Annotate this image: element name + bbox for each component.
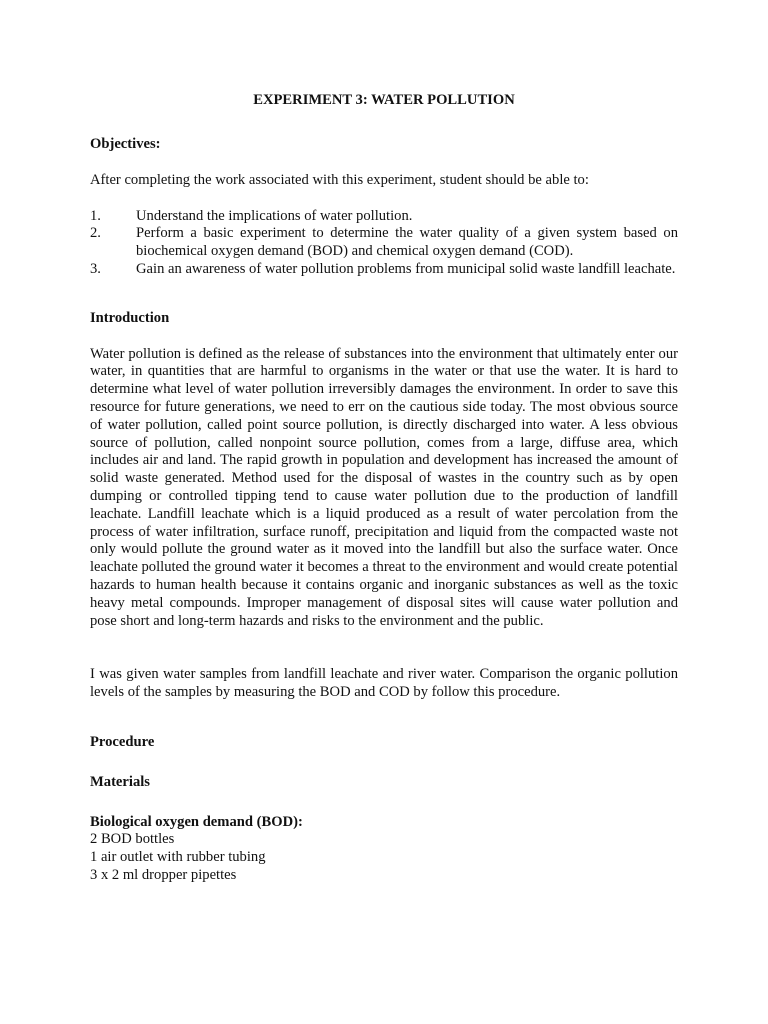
- introduction-heading: Introduction: [90, 309, 170, 326]
- list-item-number: 2.: [90, 225, 101, 242]
- list-item: 1 air outlet with rubber tubing: [90, 849, 266, 866]
- materials-heading: Materials: [90, 773, 150, 790]
- list-item-text: Perform a basic experiment to determine the water quality of a given system based on biochemical oxygen demand (BOD) and chemical oxygen demand (COD).: [136, 225, 678, 260]
- document-page: [90, 92, 678, 885]
- objectives-intro: After completing the work associated with this experiment, student should be able to:: [90, 171, 589, 188]
- objectives-list: [90, 208, 678, 279]
- list-item-number: 3.: [90, 260, 101, 277]
- objectives-heading: Objectives:: [90, 136, 161, 152]
- document-title: EXPERIMENT 3: WATER POLLUTION: [253, 92, 515, 108]
- list-item-text: Understand the implications of water pollution.: [136, 207, 413, 224]
- bod-heading: Biological oxygen demand (BOD):: [90, 813, 303, 830]
- list-item: 3 x 2 ml dropper pipettes: [90, 866, 237, 883]
- list-item: 2 BOD bottles: [90, 831, 175, 848]
- bod-materials-list: [90, 831, 678, 884]
- list-item: [90, 261, 678, 279]
- list-item: [90, 225, 678, 261]
- list-item: [90, 208, 678, 226]
- introduction-paragraph: Water pollution is defined as the release of substances into the environment that ultimately enter our water, in quantities that are harmful to organisms in the water or that use the water. It is hard to determine what level of water pollution irreversibly damages the environment. In order to save this resource for future generations, we need to err on the cautious side today. The most obvious source of water pollution, called point source pollution, is directly discharged into water. A less obvious source of pollution, called nonpoint source pollution, comes from a large, diffuse area, which includes air and land. The rapid growth in population and development has increased the amount of solid waste generated. Method used for the disposal of wastes in the country such as by open dumping or controlled tipping tend to cause water pollution due to the production of landfill leachate. Landfill leachate which is a liquid produced as a result of water percolation from the process of water infiltration, surface runoff, precipitation and liquid from the compacted waste not only would pollute the ground water as it moved into the landfill but also the surface water. Once leachate polluted the ground water it becomes a threat to the environment and would create potential hazards to human health because it contains organic and inorganic substances as well as the toxic heavy metal compounds. Improper management of disposal sites will cause water pollution and pose short and long-term hazards and risks to the environment and the public.: [90, 345, 678, 629]
- samples-paragraph: I was given water samples from landfill leachate and river water. Comparison the organic pollution levels of the samples by measuring the BOD and COD by follow this procedure.: [90, 666, 678, 701]
- list-item-number: 1.: [90, 207, 101, 224]
- procedure-heading: Procedure: [90, 733, 155, 750]
- list-item-text: Gain an awareness of water pollution problems from municipal solid waste landfill leachate.: [136, 260, 676, 277]
